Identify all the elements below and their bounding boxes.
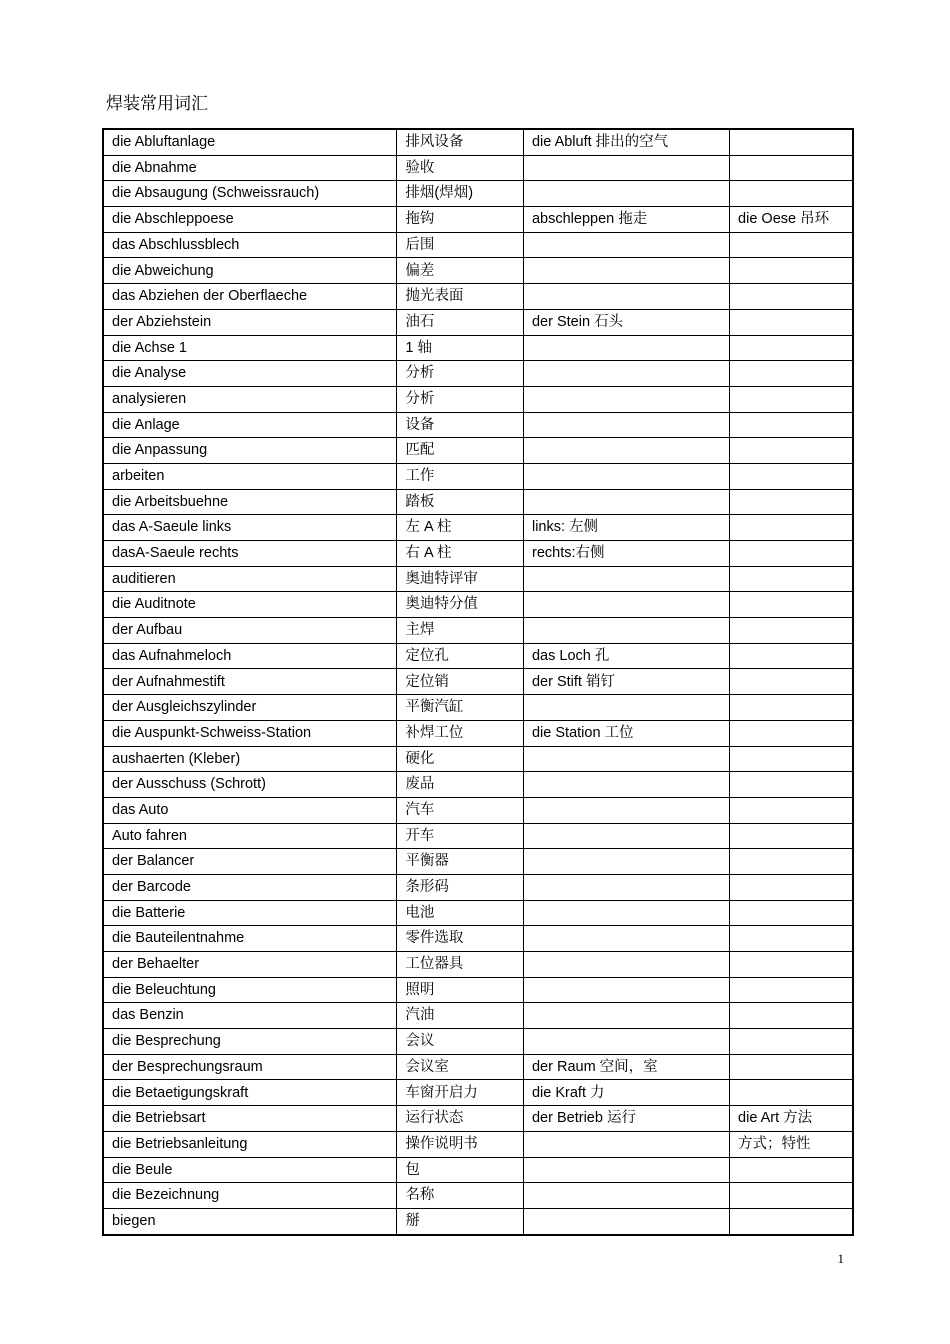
chinese-term-cell: 平衡汽缸 xyxy=(397,695,524,721)
table-row xyxy=(103,1131,853,1157)
table-row xyxy=(103,489,853,515)
extra-note-cell xyxy=(730,181,853,207)
table-row xyxy=(103,438,853,464)
chinese-term-cell: 设备 xyxy=(397,412,524,438)
related-term-cell xyxy=(523,797,729,823)
related-term-cell xyxy=(523,335,729,361)
extra-note-cell: die Oese 吊环 xyxy=(730,207,853,233)
table-row xyxy=(103,386,853,412)
table-row xyxy=(103,797,853,823)
german-term-cell: die Abweichung xyxy=(103,258,397,284)
table-row xyxy=(103,823,853,849)
german-term-cell: das A-Saeule links xyxy=(103,515,397,541)
related-term-cell: der Stein 石头 xyxy=(523,309,729,335)
extra-note-cell xyxy=(730,1080,853,1106)
related-term-cell xyxy=(523,463,729,489)
extra-note-cell xyxy=(730,849,853,875)
extra-note-cell xyxy=(730,541,853,567)
extra-note-cell xyxy=(730,772,853,798)
chinese-term-cell: 主焊 xyxy=(397,618,524,644)
chinese-term-cell: 操作说明书 xyxy=(397,1131,524,1157)
german-term-cell: der Abziehstein xyxy=(103,309,397,335)
extra-note-cell xyxy=(730,695,853,721)
chinese-term-cell: 汽车 xyxy=(397,797,524,823)
extra-note-cell xyxy=(730,155,853,181)
extra-note-cell xyxy=(730,463,853,489)
table-row xyxy=(103,772,853,798)
table-row xyxy=(103,695,853,721)
chinese-term-cell: 电池 xyxy=(397,900,524,926)
german-term-cell: die Absaugung (Schweissrauch) xyxy=(103,181,397,207)
german-term-cell: arbeiten xyxy=(103,463,397,489)
chinese-term-cell: 会议室 xyxy=(397,1054,524,1080)
german-term-cell: die Abnahme xyxy=(103,155,397,181)
table-row xyxy=(103,1003,853,1029)
table-row xyxy=(103,1054,853,1080)
table-row xyxy=(103,618,853,644)
extra-note-cell xyxy=(730,952,853,978)
chinese-term-cell: 定位销 xyxy=(397,669,524,695)
german-term-cell: die Bauteilentnahme xyxy=(103,926,397,952)
chinese-term-cell: 运行状态 xyxy=(397,1106,524,1132)
table-row xyxy=(103,515,853,541)
german-term-cell: der Ausschuss (Schrott) xyxy=(103,772,397,798)
related-term-cell xyxy=(523,438,729,464)
table-row xyxy=(103,155,853,181)
table-row xyxy=(103,952,853,978)
chinese-term-cell: 定位孔 xyxy=(397,643,524,669)
german-term-cell: die Analyse xyxy=(103,361,397,387)
german-term-cell: die Batterie xyxy=(103,900,397,926)
table-row xyxy=(103,643,853,669)
chinese-term-cell: 左 A 柱 xyxy=(397,515,524,541)
german-term-cell: biegen xyxy=(103,1208,397,1234)
table-row xyxy=(103,207,853,233)
table-row xyxy=(103,284,853,310)
german-term-cell: das Benzin xyxy=(103,1003,397,1029)
extra-note-cell xyxy=(730,618,853,644)
related-term-cell xyxy=(523,232,729,258)
chinese-term-cell: 平衡器 xyxy=(397,849,524,875)
related-term-cell xyxy=(523,1208,729,1234)
german-term-cell: der Besprechungsraum xyxy=(103,1054,397,1080)
table-row xyxy=(103,669,853,695)
chinese-term-cell: 工作 xyxy=(397,463,524,489)
table-row xyxy=(103,335,853,361)
table-row xyxy=(103,1208,853,1234)
table-row xyxy=(103,849,853,875)
table-row xyxy=(103,1080,853,1106)
german-term-cell: dasA-Saeule rechts xyxy=(103,541,397,567)
vocabulary-table xyxy=(102,128,854,1236)
chinese-term-cell: 会议 xyxy=(397,1029,524,1055)
related-term-cell: das Loch 孔 xyxy=(523,643,729,669)
table-row xyxy=(103,541,853,567)
german-term-cell: die Betriebsart xyxy=(103,1106,397,1132)
german-term-cell: der Barcode xyxy=(103,874,397,900)
related-term-cell xyxy=(523,952,729,978)
extra-note-cell xyxy=(730,129,853,155)
table-row xyxy=(103,361,853,387)
related-term-cell xyxy=(523,386,729,412)
extra-note-cell: die Art 方法 xyxy=(730,1106,853,1132)
related-term-cell: der Stift 销钉 xyxy=(523,669,729,695)
extra-note-cell xyxy=(730,335,853,361)
extra-note-cell xyxy=(730,823,853,849)
related-term-cell xyxy=(523,181,729,207)
german-term-cell: das Abziehen der Oberflaeche xyxy=(103,284,397,310)
extra-note-cell xyxy=(730,746,853,772)
related-term-cell xyxy=(523,258,729,284)
german-term-cell: Auto fahren xyxy=(103,823,397,849)
chinese-term-cell: 包 xyxy=(397,1157,524,1183)
german-term-cell: das Aufnahmeloch xyxy=(103,643,397,669)
related-term-cell xyxy=(523,566,729,592)
extra-note-cell xyxy=(730,386,853,412)
related-term-cell: die Station 工位 xyxy=(523,720,729,746)
table-row xyxy=(103,592,853,618)
table-row xyxy=(103,746,853,772)
extra-note-cell xyxy=(730,1208,853,1234)
extra-note-cell xyxy=(730,1157,853,1183)
extra-note-cell xyxy=(730,515,853,541)
german-term-cell: der Ausgleichszylinder xyxy=(103,695,397,721)
related-term-cell: der Raum 空间，室 xyxy=(523,1054,729,1080)
related-term-cell xyxy=(523,412,729,438)
related-term-cell xyxy=(523,874,729,900)
german-term-cell: die Beleuchtung xyxy=(103,977,397,1003)
table-row xyxy=(103,309,853,335)
chinese-term-cell: 油石 xyxy=(397,309,524,335)
chinese-term-cell: 分析 xyxy=(397,386,524,412)
chinese-term-cell: 右 A 柱 xyxy=(397,541,524,567)
german-term-cell: die Bezeichnung xyxy=(103,1183,397,1209)
chinese-term-cell: 条形码 xyxy=(397,874,524,900)
table-row xyxy=(103,1183,853,1209)
table-row xyxy=(103,1157,853,1183)
related-term-cell xyxy=(523,592,729,618)
chinese-term-cell: 名称 xyxy=(397,1183,524,1209)
german-term-cell: die Anlage xyxy=(103,412,397,438)
chinese-term-cell: 偏差 xyxy=(397,258,524,284)
german-term-cell: der Behaelter xyxy=(103,952,397,978)
chinese-term-cell: 开车 xyxy=(397,823,524,849)
table-row xyxy=(103,926,853,952)
german-term-cell: die Abschleppoese xyxy=(103,207,397,233)
related-term-cell xyxy=(523,772,729,798)
german-term-cell: der Aufnahmestift xyxy=(103,669,397,695)
chinese-term-cell: 硬化 xyxy=(397,746,524,772)
chinese-term-cell: 拖钩 xyxy=(397,207,524,233)
german-term-cell: die Abluftanlage xyxy=(103,129,397,155)
related-term-cell xyxy=(523,1003,729,1029)
chinese-term-cell: 奥迪特评审 xyxy=(397,566,524,592)
related-term-cell xyxy=(523,618,729,644)
related-term-cell: die Abluft 排出的空气 xyxy=(523,129,729,155)
table-row xyxy=(103,463,853,489)
related-term-cell: links: 左侧 xyxy=(523,515,729,541)
extra-note-cell xyxy=(730,258,853,284)
chinese-term-cell: 踏板 xyxy=(397,489,524,515)
german-term-cell: auditieren xyxy=(103,566,397,592)
german-term-cell: aushaerten (Kleber) xyxy=(103,746,397,772)
chinese-term-cell: 补焊工位 xyxy=(397,720,524,746)
extra-note-cell xyxy=(730,926,853,952)
table-row xyxy=(103,1029,853,1055)
chinese-term-cell: 验收 xyxy=(397,155,524,181)
page-title: 焊装常用词汇 xyxy=(106,94,208,114)
extra-note-cell xyxy=(730,977,853,1003)
chinese-term-cell: 后围 xyxy=(397,232,524,258)
extra-note-cell xyxy=(730,284,853,310)
german-term-cell: das Auto xyxy=(103,797,397,823)
german-term-cell: die Betriebsanleitung xyxy=(103,1131,397,1157)
related-term-cell xyxy=(523,977,729,1003)
chinese-term-cell: 废品 xyxy=(397,772,524,798)
table-row xyxy=(103,181,853,207)
related-term-cell: abschleppen 拖走 xyxy=(523,207,729,233)
extra-note-cell xyxy=(730,874,853,900)
related-term-cell xyxy=(523,900,729,926)
german-term-cell: die Beule xyxy=(103,1157,397,1183)
german-term-cell: die Besprechung xyxy=(103,1029,397,1055)
extra-note-cell xyxy=(730,309,853,335)
extra-note-cell xyxy=(730,232,853,258)
chinese-term-cell: 工位器具 xyxy=(397,952,524,978)
related-term-cell: der Betrieb 运行 xyxy=(523,1106,729,1132)
extra-note-cell xyxy=(730,720,853,746)
chinese-term-cell: 排风设备 xyxy=(397,129,524,155)
chinese-term-cell: 掰 xyxy=(397,1208,524,1234)
related-term-cell xyxy=(523,361,729,387)
german-term-cell: die Achse 1 xyxy=(103,335,397,361)
table-row xyxy=(103,258,853,284)
extra-note-cell xyxy=(730,592,853,618)
table-row xyxy=(103,232,853,258)
related-term-cell xyxy=(523,1029,729,1055)
related-term-cell xyxy=(523,284,729,310)
related-term-cell xyxy=(523,849,729,875)
table-row xyxy=(103,874,853,900)
related-term-cell: rechts:右侧 xyxy=(523,541,729,567)
german-term-cell: das Abschlussblech xyxy=(103,232,397,258)
chinese-term-cell: 车窗开启力 xyxy=(397,1080,524,1106)
extra-note-cell xyxy=(730,1183,853,1209)
table-row xyxy=(103,412,853,438)
chinese-term-cell: 排烟(焊烟) xyxy=(397,181,524,207)
german-term-cell: die Arbeitsbuehne xyxy=(103,489,397,515)
chinese-term-cell: 分析 xyxy=(397,361,524,387)
german-term-cell: die Auditnote xyxy=(103,592,397,618)
related-term-cell xyxy=(523,1131,729,1157)
extra-note-cell xyxy=(730,900,853,926)
related-term-cell xyxy=(523,1157,729,1183)
related-term-cell xyxy=(523,823,729,849)
related-term-cell xyxy=(523,155,729,181)
german-term-cell: die Anpassung xyxy=(103,438,397,464)
extra-note-cell xyxy=(730,1003,853,1029)
extra-note-cell xyxy=(730,669,853,695)
table-row xyxy=(103,720,853,746)
vocabulary-table-body xyxy=(103,129,853,1235)
german-term-cell: analysieren xyxy=(103,386,397,412)
table-row xyxy=(103,129,853,155)
related-term-cell xyxy=(523,746,729,772)
german-term-cell: der Aufbau xyxy=(103,618,397,644)
extra-note-cell xyxy=(730,1054,853,1080)
chinese-term-cell: 抛光表面 xyxy=(397,284,524,310)
table-row xyxy=(103,566,853,592)
extra-note-cell xyxy=(730,361,853,387)
chinese-term-cell: 零件选取 xyxy=(397,926,524,952)
related-term-cell xyxy=(523,489,729,515)
chinese-term-cell: 1 轴 xyxy=(397,335,524,361)
chinese-term-cell: 照明 xyxy=(397,977,524,1003)
german-term-cell: die Betaetigungskraft xyxy=(103,1080,397,1106)
extra-note-cell xyxy=(730,797,853,823)
extra-note-cell: 方式；特性 xyxy=(730,1131,853,1157)
related-term-cell: die Kraft 力 xyxy=(523,1080,729,1106)
chinese-term-cell: 汽油 xyxy=(397,1003,524,1029)
extra-note-cell xyxy=(730,566,853,592)
extra-note-cell xyxy=(730,643,853,669)
page-number: 1 xyxy=(837,1251,844,1266)
chinese-term-cell: 奥迪特分值 xyxy=(397,592,524,618)
german-term-cell: die Auspunkt-Schweiss-Station xyxy=(103,720,397,746)
related-term-cell xyxy=(523,1183,729,1209)
related-term-cell xyxy=(523,695,729,721)
german-term-cell: der Balancer xyxy=(103,849,397,875)
chinese-term-cell: 匹配 xyxy=(397,438,524,464)
table-row xyxy=(103,977,853,1003)
table-row xyxy=(103,1106,853,1132)
extra-note-cell xyxy=(730,412,853,438)
table-row xyxy=(103,900,853,926)
extra-note-cell xyxy=(730,1029,853,1055)
extra-note-cell xyxy=(730,489,853,515)
related-term-cell xyxy=(523,926,729,952)
extra-note-cell xyxy=(730,438,853,464)
